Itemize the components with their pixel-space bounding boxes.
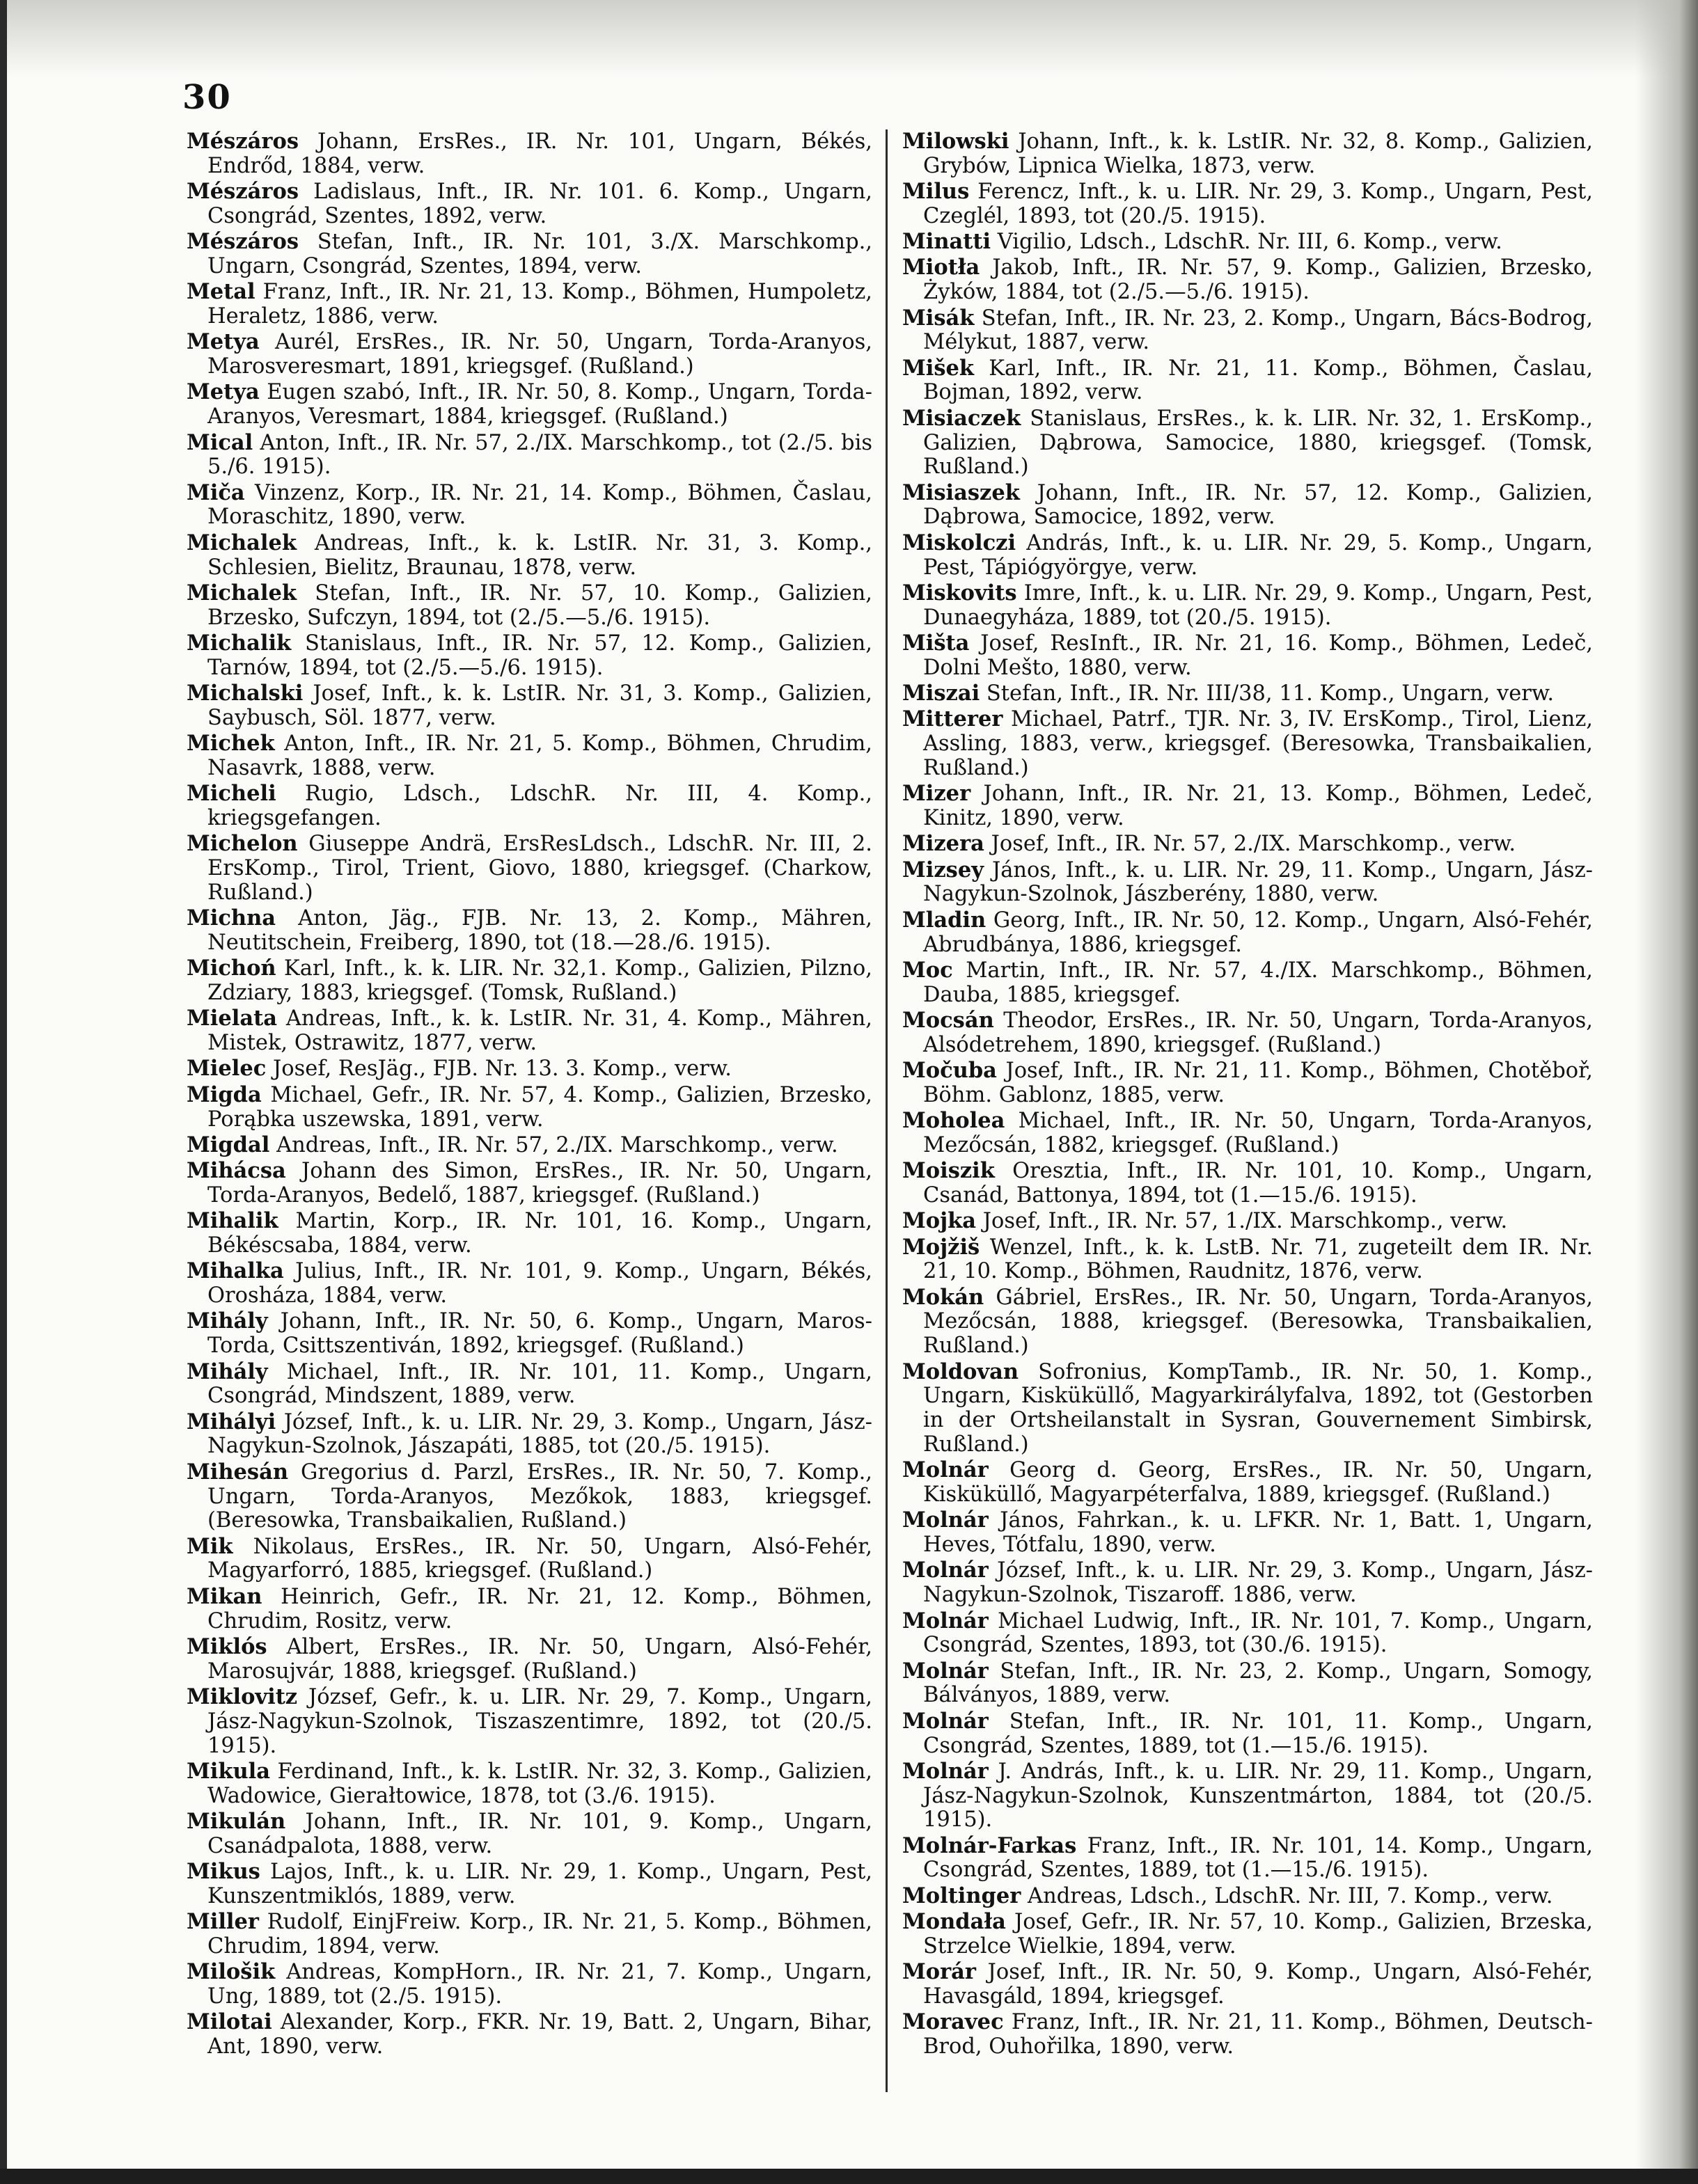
entry-surname: Molnár-Farkas	[902, 1833, 1077, 1858]
entry-surname: Michek	[187, 731, 275, 757]
entry-surname: Mihályi	[187, 1409, 276, 1434]
entry-details: Aurél, ErsRes., IR. Nr. 50, Ungarn, Torda-Aranyos, Marosveresmart, 1891, kriegsgef. (Rußland.)	[207, 330, 872, 379]
entry-details: Franz, Inft., IR. Nr. 21, 13. Komp., Böhmen, Humpoletz, Heraletz, 1886, verw.	[207, 280, 872, 329]
entry-surname: Moldovan	[902, 1359, 1019, 1384]
entry-details: Josef, Gefr., IR. Nr. 57, 10. Komp., Galizien, Brzeska, Strzelce Wielkie, 1894, verw.	[923, 1910, 1593, 1959]
column-divider	[886, 129, 888, 2092]
entry-details: Vigilio, Ldsch., LdschR. Nr. III, 6. Komp., verw.	[997, 230, 1502, 255]
entry-details: Karl, Inft., IR. Nr. 21, 11. Komp., Böhmen, Časlau, Bojman, 1892, verw.	[923, 356, 1593, 405]
entry-surname: Mišek	[902, 355, 975, 381]
entry-details: Franz, Inft., IR. Nr. 21, 11. Komp., Böhmen, Deutsch-Brod, Ouhořilka, 1890, verw.	[923, 2010, 1593, 2059]
entry-surname: Milowski	[902, 129, 1009, 154]
entry-surname: Mihály	[187, 1308, 268, 1334]
entry-surname: Minatti	[902, 229, 991, 255]
entry-surname: Mihalik	[187, 1208, 278, 1234]
entry-surname: Michalek	[187, 530, 297, 555]
entry-surname: Michoń	[187, 956, 276, 981]
register-entry	[902, 1059, 1593, 1108]
entry-surname: Molnár	[902, 1758, 989, 1784]
entry-details: János, Inft., k. u. LIR. Nr. 29, 11. Komp., Ungarn, Jász-Nagykun-Szolnok, Jászberény, 1880, verw.	[923, 857, 1593, 907]
entry-surname: Miskolczi	[902, 530, 1016, 555]
entry-surname: Močuba	[902, 1057, 997, 1083]
entry-details: Johann, Inft., k. k. LstIR. Nr. 32, 8. Komp., Galizien, Grybów, Lipnica Wielka, 1873, verw.	[923, 129, 1594, 178]
entry-surname: Misák	[902, 305, 975, 331]
entry-surname: Mészáros	[187, 179, 299, 205]
entry-details: Anton, Inft., IR. Nr. 21, 5. Komp., Böhmen, Chrudim, Nasavrk, 1888, verw.	[207, 731, 872, 780]
entry-surname: Mikulán	[187, 1808, 286, 1834]
entry-details: Josef, Inft., k. k. LstIR. Nr. 31, 3. Komp., Galizien, Saybusch, Söl. 1877, verw.	[207, 681, 872, 730]
register-entry	[187, 1309, 872, 1359]
register-entry	[187, 1006, 872, 1056]
register-entry	[902, 858, 1593, 908]
entry-surname: Mical	[187, 429, 253, 455]
entry-details: Michael Ludwig, Inft., IR. Nr. 101, 7. Komp., Ungarn, Csongrád, Szentes, 1893, tot (30./6. 1915).	[923, 1608, 1593, 1658]
register-entry	[187, 1460, 872, 1533]
entry-details: Michael, Gefr., IR. Nr. 57, 4. Komp., Galizien, Brzesko, Porąbka uszewska, 1891, verw.	[207, 1082, 872, 1132]
entry-details: Anton, Inft., IR. Nr. 57, 2./IX. Marschkomp., tot (2./5. bis 5./6. 1915).	[207, 430, 872, 480]
register-entry	[187, 1810, 872, 1859]
register-entry	[187, 380, 872, 429]
entry-surname: Mihácsa	[187, 1158, 286, 1184]
entry-details: Nikolaus, ErsRes., IR. Nr. 50, Ungarn, Alsó-Fehér, Magyarforró, 1885, kriegsgef. (Rußland.)	[207, 1534, 873, 1583]
entry-surname: Mišta	[902, 630, 970, 656]
register-entry	[187, 1057, 872, 1082]
register-entry	[902, 1884, 1593, 1909]
register-entry	[187, 1209, 872, 1258]
register-entry	[902, 406, 1593, 480]
entry-details: Ladislaus, Inft., IR. Nr. 101. 6. Komp., Ungarn, Csongrád, Szentes, 1892, verw.	[207, 180, 872, 228]
entry-details: J. András, Inft., k. u. LIR. Nr. 29, 11. Komp., Ungarn, Jász-Nagykun-Szolnok, Kunszentmárton, 1884, tot (20./5. 1915).	[923, 1759, 1593, 1833]
entry-surname: Michelon	[187, 831, 298, 857]
entry-details: Johann, Inft., IR. Nr. 50, 6. Komp., Ungarn, Maros-Torda, Csittszentiván, 1892, kriegsgef. (Rußland.)	[207, 1309, 872, 1359]
entry-surname: Miskovits	[902, 580, 1017, 606]
entry-surname: Molnár	[902, 1508, 989, 1533]
register-entry	[187, 681, 872, 731]
entry-details: Stefan, Inft., IR. Nr. 101, 3./X. Marschkomp., Ungarn, Csongrád, Szentes, 1894, verw.	[207, 230, 873, 278]
register-entry	[902, 782, 1593, 831]
register-entry	[187, 481, 872, 530]
entry-details: Josef, ResInft., IR. Nr. 21, 16. Komp., Böhmen, Ledeč, Dolni Mešto, 1880, verw.	[923, 631, 1593, 680]
register-entry	[902, 1558, 1593, 1608]
entry-details: Andreas, Inft., IR. Nr. 57, 2./IX. Marschkomp., verw.	[276, 1132, 838, 1157]
register-entry	[902, 681, 1593, 706]
register-entry	[902, 306, 1593, 356]
register-entry	[902, 180, 1593, 229]
entry-details: Theodor, ErsRes., IR. Nr. 50, Ungarn, Torda-Aranyos, Alsódetrehem, 1890, kriegsgef. (Rußland.)	[923, 1008, 1593, 1057]
register-entry	[902, 1960, 1593, 2009]
entry-details: József, Inft., k. u. LIR. Nr. 29, 3. Komp., Ungarn, Jász-Nagykun-Szolnok, Tiszaroff. 1886, verw.	[923, 1558, 1593, 1608]
entry-details: Martin, Korp., IR. Nr. 101, 16. Komp., Ungarn, Békéscsaba, 1884, verw.	[207, 1209, 872, 1258]
entry-details: Johann, ErsRes., IR. Nr. 101, Ungarn, Békés, Endrőd, 1884, verw.	[207, 129, 872, 178]
register-entry	[902, 1458, 1593, 1508]
register-entry	[187, 1860, 872, 1909]
scan-edge-left	[0, 0, 7, 2184]
entry-details: Alexander, Korp., FKR. Nr. 19, Batt. 2, Ungarn, Bihar, Ant, 1890, verw.	[207, 2010, 873, 2059]
entry-details: András, Inft., k. u. LIR. Nr. 29, 5. Komp., Ungarn, Pest, Tápiógyörgye, verw.	[923, 530, 1593, 580]
register-entry	[902, 1659, 1593, 1709]
register-entry	[902, 1609, 1593, 1659]
entry-details: Johann, Inft., IR. Nr. 21, 13. Komp., Böhmen, Ledeč, Kinitz, 1890, verw.	[923, 782, 1593, 831]
entry-details: Anton, Jäg., FJB. Nr. 13, 2. Komp., Mähren, Neutitschein, Freiberg, 1890, tot (18.—28./6. 1915).	[207, 906, 872, 955]
entry-surname: Molnár	[902, 1708, 989, 1734]
register-entry	[902, 1759, 1593, 1833]
register-entry	[187, 1410, 872, 1459]
entry-details: Rudolf, EinjFreiw. Korp., IR. Nr. 21, 5. Komp., Böhmen, Chrudim, 1894, verw.	[207, 1910, 872, 1959]
register-entry	[902, 832, 1593, 857]
register-entry	[187, 956, 872, 1006]
entry-details: Josef, Inft., IR. Nr. 57, 1./IX. Marschkomp., verw.	[982, 1209, 1508, 1234]
register-entry	[902, 230, 1593, 255]
register-entry	[902, 1834, 1593, 1883]
entry-details: Giuseppe Andrä, ErsResLdsch., LdschR. Nr. III, 2. ErsKomp., Tirol, Trient, Giovo, 1880, kriegsgef. (Charkow, Rußland.)	[207, 832, 872, 905]
entry-surname: Moltinger	[902, 1883, 1021, 1908]
entry-surname: Mikus	[187, 1858, 260, 1884]
register-entry	[187, 1133, 872, 1158]
entry-surname: Michna	[187, 905, 276, 931]
entry-details: Gregorius d. Parzl, ErsRes., IR. Nr. 50, 7. Komp., Ungarn, Torda-Aranyos, Mezőkok, 1883, kriegsgef. (Beresowka, Transbaikalien, Rußland.)	[207, 1459, 872, 1533]
entry-details: Andreas, Ldsch., LdschR. Nr. III, 7. Komp., verw.	[1028, 1883, 1553, 1908]
entry-surname: Mikula	[187, 1758, 271, 1784]
register-entry	[187, 581, 872, 631]
register-entry	[187, 1685, 872, 1758]
entry-details: Josef, Inft., IR. Nr. 21, 11. Komp., Böhmen, Chotěboř, Böhm. Gablonz, 1885, verw.	[923, 1058, 1593, 1107]
entry-details: Michael, Patrf., TJR. Nr. 3, IV. ErsKomp., Tirol, Lienz, Assling, 1883, verw., kriegsgef. (Beresowka, Transbaikalien, Rußland.)	[923, 707, 1593, 780]
entry-surname: Michalek	[187, 580, 297, 606]
register-entry	[902, 1508, 1593, 1558]
entry-surname: Mizera	[902, 831, 984, 857]
entry-details: Jakob, Inft., IR. Nr. 57, 9. Komp., Galizien, Brzesko, Żyków, 1884, tot (2./5.—5./6. 1915).	[923, 255, 1593, 305]
entry-surname: Milotai	[187, 2009, 272, 2035]
entry-surname: Miotła	[902, 255, 980, 280]
entry-details: József, Gefr., k. u. LIR. Nr. 29, 7. Komp., Ungarn, Jász-Nagykun-Szolnok, Tiszaszentimre, 1892, tot (20./5. 1915).	[207, 1684, 872, 1758]
register-entry	[187, 1083, 872, 1132]
register-entry	[902, 631, 1593, 681]
entry-details: Josef, Inft., IR. Nr. 50, 9. Komp., Ungarn, Alsó-Fehér, Havasgáld, 1894, kriegsgef.	[923, 1960, 1593, 2009]
register-entry	[902, 1360, 1593, 1457]
entry-details: Eugen szabó, Inft., IR. Nr. 50, 8. Komp., Ungarn, Torda-Aranyos, Veresmart, 1884, kriegsgef. (Rußland.)	[207, 380, 872, 429]
entry-details: József, Inft., k. u. LIR. Nr. 29, 3. Komp., Ungarn, Jász-Nagykun-Szolnok, Jászapáti, 1885, tot (20./5. 1915).	[207, 1409, 872, 1459]
entry-surname: Molnár	[902, 1658, 989, 1684]
entry-surname: Moholea	[902, 1108, 1005, 1134]
register-entry	[187, 330, 872, 379]
entry-details: Johann des Simon, ErsRes., IR. Nr. 50, Ungarn, Torda-Aranyos, Bedelő, 1887, kriegsgef. (Rußland.)	[207, 1159, 873, 1208]
entry-surname: Metya	[187, 379, 260, 405]
entry-details: Josef, Inft., IR. Nr. 57, 2./IX. Marschkomp., verw.	[991, 832, 1516, 857]
entry-surname: Misiaczek	[902, 405, 1021, 431]
register-entry	[902, 707, 1593, 780]
register-entry	[187, 1960, 872, 2009]
entry-surname: Mladin	[902, 907, 986, 933]
entry-details: Karl, Inft., k. k. LIR. Nr. 32,1. Komp., Galizien, Pilzno, Zdziary, 1883, kriegsgef. (Tomsk, Rußland.)	[207, 956, 872, 1006]
entry-details: Michael, Inft., IR. Nr. 50, Ungarn, Torda-Aranyos, Mezőcsán, 1882, kriegsgef. (Rußland.)	[923, 1109, 1593, 1157]
entry-surname: Mizsey	[902, 857, 984, 883]
entry-surname: Mészáros	[187, 129, 299, 154]
entry-surname: Moc	[902, 957, 953, 983]
entry-surname: Mojžiš	[902, 1234, 980, 1260]
entry-details: Albert, ErsRes., IR. Nr. 50, Ungarn, Alsó-Fehér, Marosujvár, 1888, kriegsgef. (Rußland.)	[207, 1634, 872, 1684]
register-entry	[187, 531, 872, 580]
entry-details: Josef, ResJäg., FJB. Nr. 13. 3. Komp., verw.	[273, 1057, 732, 1082]
register-entry	[902, 2010, 1593, 2059]
page-number: 30	[182, 78, 232, 117]
register-entry	[187, 731, 872, 781]
register-entry	[187, 2010, 872, 2059]
entry-surname: Milus	[902, 179, 970, 205]
register-entry	[902, 1109, 1593, 1158]
entry-details: Stefan, Inft., IR. Nr. 101, 11. Komp., Ungarn, Csongrád, Szentes, 1889, tot (1.—15./6. 1915).	[923, 1709, 1593, 1758]
scan-shadow-right	[1635, 0, 1698, 2184]
entry-surname: Moravec	[902, 2009, 1004, 2035]
register-entry	[187, 631, 872, 681]
register-entry	[187, 1585, 872, 1634]
entry-surname: Mokán	[902, 1284, 984, 1310]
entry-surname: Metal	[187, 279, 256, 305]
entry-surname: Morár	[902, 1959, 977, 1985]
entry-details: Stefan, Inft., IR. Nr. 57, 10. Komp., Galizien, Brzesko, Sufczyn, 1894, tot (2./5.—5./6. 1915).	[207, 580, 872, 630]
entry-surname: Milošik	[187, 1959, 276, 1985]
entry-surname: Mojka	[902, 1208, 977, 1234]
entry-details: Ferencz, Inft., k. u. LIR. Nr. 29, 3. Komp., Ungarn, Pest, Czeglél, 1893, tot (20./5. 1915).	[923, 180, 1593, 228]
entry-details: Stanislaus, ErsRes., k. k. LIR. Nr. 32, 1. ErsKomp., Galizien, Dąbrowa, Samocice, 1880, kriegsgef. (Tomsk, Rußland.)	[923, 406, 1593, 480]
entry-details: Wenzel, Inft., k. k. LstB. Nr. 71, zugeteilt dem IR. Nr. 21, 10. Komp., Böhmen, Raudnitz, 1876, verw.	[923, 1235, 1593, 1284]
register-entry	[902, 129, 1593, 179]
scan-edge-bottom	[0, 2169, 1698, 2184]
entry-surname: Mocsán	[902, 1007, 994, 1033]
register-entry	[187, 1159, 872, 1208]
entry-surname: Migda	[187, 1082, 262, 1107]
register-entry	[902, 1709, 1593, 1759]
register-entry	[902, 255, 1593, 305]
entry-details: Martin, Inft., IR. Nr. 57, 4./IX. Marschkomp., Böhmen, Dauba, 1885, kriegsgef.	[923, 958, 1593, 1007]
entry-details: Stefan, Inft., IR. Nr. III/38, 11. Komp., Ungarn, verw.	[986, 681, 1555, 706]
entry-surname: Moiszik	[902, 1158, 995, 1184]
entry-surname: Misiaszek	[902, 480, 1020, 505]
scan-shadow-top	[0, 0, 1698, 77]
entry-details: Heinrich, Gefr., IR. Nr. 21, 12. Komp., Böhmen, Chrudim, Rositz, verw.	[207, 1584, 872, 1633]
entry-details: Lajos, Inft., k. u. LIR. Nr. 29, 1. Komp., Ungarn, Pest, Kunszentmiklós, 1889, verw.	[207, 1859, 872, 1908]
entry-details: Rugio, Ldsch., LdschR. Nr. III, 4. Komp., kriegsgefangen.	[207, 782, 872, 831]
entry-surname: Mikan	[187, 1583, 262, 1609]
entry-details: Gábriel, ErsRes., IR. Nr. 50, Ungarn, Torda-Aranyos, Mezőcsán, 1888, kriegsgef. (Beresowka, Transbaikalien, Rußland.)	[923, 1285, 1594, 1359]
register-entry	[902, 1209, 1593, 1234]
entry-surname: Mitterer	[902, 706, 1003, 732]
register-entry	[187, 906, 872, 956]
entry-surname: Mondała	[902, 1909, 1006, 1935]
entry-surname: Mihály	[187, 1359, 268, 1384]
entry-details: Julius, Inft., IR. Nr. 101, 9. Komp., Ungarn, Békés, Orosháza, 1884, verw.	[207, 1259, 872, 1308]
entry-surname: Michalik	[187, 630, 292, 656]
register-entry	[187, 180, 872, 229]
register-entry	[902, 1008, 1593, 1058]
register-entry	[902, 481, 1593, 530]
entry-surname: Miszai	[902, 681, 980, 706]
register-entry	[902, 581, 1593, 631]
entry-surname: Mihesán	[187, 1459, 289, 1485]
register-entry	[187, 1535, 872, 1584]
register-entry	[187, 1759, 872, 1809]
register-entry	[187, 1360, 872, 1409]
entry-details: Imre, Inft., k. u. LIR. Nr. 29, 9. Komp., Ungarn, Pest, Dunaegyháza, 1889, tot (20./5. 1915).	[923, 580, 1593, 630]
register-entry	[902, 356, 1593, 406]
entry-surname: Mizer	[902, 781, 971, 807]
entry-surname: Mészáros	[187, 229, 299, 255]
entry-surname: Michalski	[187, 681, 304, 706]
entry-details: Oresztia, Inft., IR. Nr. 101, 10. Komp., Ungarn, Csanád, Battonya, 1894, tot (1.—15./6. 1915).	[923, 1159, 1593, 1208]
register-entry	[187, 129, 872, 179]
entry-details: János, Fahrkan., k. u. LFKR. Nr. 1, Batt. 1, Ungarn, Heves, Tótfalu, 1890, verw.	[923, 1508, 1594, 1558]
register-entry	[187, 782, 872, 831]
entry-surname: Miklós	[187, 1633, 267, 1659]
entry-details: Johann, Inft., IR. Nr. 57, 12. Komp., Galizien, Dąbrowa, Samocice, 1892, verw.	[923, 480, 1593, 530]
entry-details: Franz, Inft., IR. Nr. 101, 14. Komp., Ungarn, Csongrád, Szentes, 1889, tot (1.—15./6. 1915).	[923, 1833, 1593, 1883]
register-entry	[902, 908, 1593, 958]
entry-surname: Miller	[187, 1909, 259, 1935]
register-entry	[187, 280, 872, 329]
entry-details: Georg, Inft., IR. Nr. 50, 12. Komp., Ungarn, Alsó-Fehér, Abrudbánya, 1886, kriegsgef.	[923, 908, 1593, 957]
entry-surname: Molnár	[902, 1457, 989, 1483]
entry-details: Andreas, Inft., k. k. LstIR. Nr. 31, 3. Komp., Schlesien, Bielitz, Braunau, 1878, verw.	[207, 530, 872, 580]
entry-surname: Mielata	[187, 1006, 277, 1031]
register-entry	[187, 230, 872, 279]
entry-details: Stefan, Inft., IR. Nr. 23, 2. Komp., Ungarn, Somogy, Bálványos, 1889, verw.	[923, 1659, 1594, 1708]
entry-details: Andreas, KompHorn., IR. Nr. 21, 7. Komp., Ungarn, Ung, 1889, tot (2./5. 1915).	[207, 1960, 872, 2009]
entry-details: Stanislaus, Inft., IR. Nr. 57, 12. Komp., Galizien, Tarnów, 1894, tot (2./5.—5./6. 1915).	[207, 631, 872, 680]
entry-details: Georg d. Georg, ErsRes., IR. Nr. 50, Ungarn, Kisküküllő, Magyarpéterfalva, 1889, kriegsgef. (Rußland.)	[923, 1458, 1593, 1508]
register-entry	[187, 1635, 872, 1684]
register-entry	[902, 1235, 1593, 1285]
left-column	[187, 129, 872, 2060]
entry-surname: Mik	[187, 1533, 233, 1559]
entry-details: Andreas, Inft., k. k. LstIR. Nr. 31, 4. Komp., Mähren, Mistek, Ostrawitz, 1877, verw.	[207, 1006, 872, 1056]
entry-surname: Metya	[187, 329, 260, 355]
register-entry	[187, 1259, 872, 1308]
register-entry	[187, 832, 872, 905]
entry-details: Michael, Inft., IR. Nr. 101, 11. Komp., Ungarn, Csongrád, Mindszent, 1889, verw.	[207, 1359, 872, 1409]
entry-surname: Miklovitz	[187, 1684, 298, 1709]
entry-surname: Miča	[187, 480, 245, 505]
entry-details: Stefan, Inft., IR. Nr. 23, 2. Komp., Ungarn, Bács-Bodrog, Mélykut, 1887, verw.	[923, 306, 1593, 355]
register-entry	[902, 958, 1593, 1008]
register-entry	[902, 531, 1593, 580]
entry-surname: Migdal	[187, 1132, 270, 1157]
entry-surname: Molnár	[902, 1608, 989, 1633]
entry-details: Johann, Inft., IR. Nr. 101, 9. Komp., Ungarn, Csanádpalota, 1888, verw.	[207, 1809, 872, 1858]
entry-details: Ferdinand, Inft., k. k. LstIR. Nr. 32, 3. Komp., Galizien, Wadowice, Gierałtowice, 1878, tot (3./6. 1915).	[207, 1759, 872, 1808]
register-entry	[902, 1910, 1593, 1959]
entry-surname: Molnár	[902, 1558, 989, 1583]
entry-surname: Mihalka	[187, 1258, 284, 1284]
entry-surname: Micheli	[187, 781, 276, 807]
register-entry	[902, 1159, 1593, 1208]
entry-details: Vinzenz, Korp., IR. Nr. 21, 14. Komp., Böhmen, Časlau, Moraschitz, 1890, verw.	[207, 480, 872, 530]
register-entry	[902, 1285, 1593, 1359]
right-column	[902, 129, 1593, 2060]
register-entry	[187, 431, 872, 480]
entry-details: Sofronius, KompTamb., IR. Nr. 50, 1. Komp., Ungarn, Kisküküllő, Magyarkirályfalva, 1892, tot (Gestorben in der Ortsheilanstalt in Sysran, Gouvernement Simbirsk, Rußland.)	[923, 1359, 1594, 1457]
entry-surname: Mielec	[187, 1056, 267, 1082]
register-entry	[187, 1910, 872, 1959]
